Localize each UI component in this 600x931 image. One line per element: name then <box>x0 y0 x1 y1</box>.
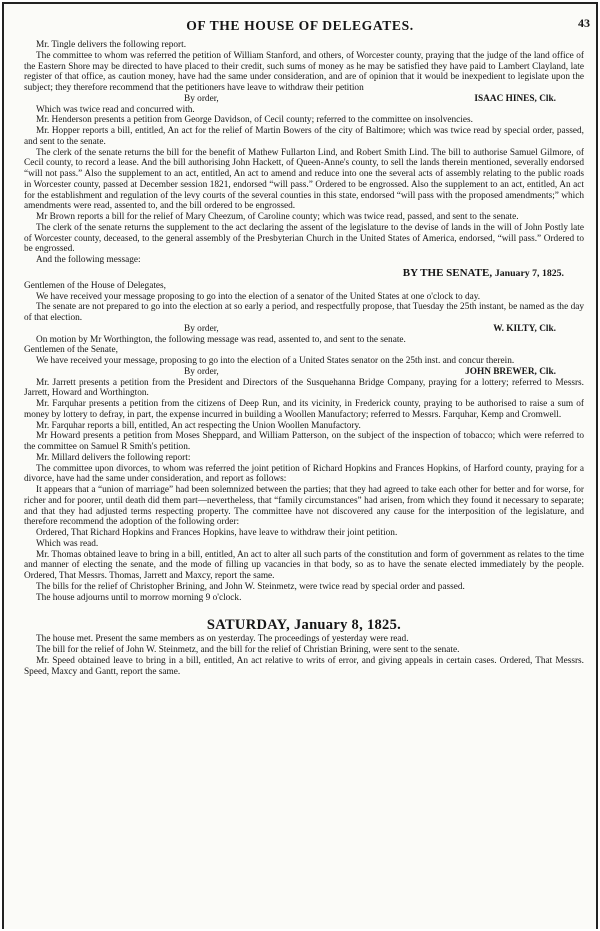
paragraph: We have received your message, proposing to go into the election of a United States senator on the 25th inst. and concur therein. <box>36 356 515 366</box>
paragraph: Mr. Farquhar presents a petition from the citizens of Deep Run, and its vicinity, in Frederick county, praying to be authorised to raise a sum of money by lottery to defray, in part, the expense incurred in building a Woollen Manufactory; referred to Messrs. Farquhar, Kemp and Cromwell. <box>24 399 584 420</box>
page-body <box>4 40 596 677</box>
paragraph: The clerk of the senate returns the bill for the benefit of Mathew Fullarton Lind, and Robert Smith Lind. The bill to authorise Samuel Gilmore, of Cecil county, to record a lease. And the bill authorising John Hackett, of Queen-Anne's county, to sell the lands therein mentioned, severally endorsed “will not pass.” Also the supplement to an act, entitled, An act to amend and reduce into one the several acts of assembly relating to the public roads in Worcester county, passed at December session 1821, endorsed “will pass.” Ordered to be engrossed. Also the supplement to an act, entitled, An act for the establishment and regulation of the levy courts of the several counties in this state, endorsed “will pass with the proposed amendments;” which amendments were read, assented to, and the bill ordered to be engrossed. <box>24 147 584 212</box>
paragraph: The house met. Present the same members as on yesterday. The proceedings of yesterday were read. <box>36 634 409 645</box>
signature-name: W. KILTY, Clk. <box>493 323 556 334</box>
paragraph: Mr. Millard delivers the following report: <box>36 452 191 463</box>
signature-name: JOHN BREWER, Clk. <box>465 366 556 377</box>
page-title: OF THE HOUSE OF DELEGATES. <box>186 18 414 33</box>
page <box>2 2 598 929</box>
paragraph: The senate are not prepared to go into the election at so early a period, and respectfully propose, that Tuesday the 25th instant, be named as the day of that election. <box>24 302 584 323</box>
paragraph: The bill for the relief of John W. Steinmetz, and the bill for the relief of Christian Brining, were sent to the senate. <box>36 645 460 655</box>
paragraph: It appears that a “union of marriage” had been solemnized between the parties; that they had agreed to take each other for better and for worse, for richer and for poorer, until death did them part—nevertheless, that “family circumstances” had arisen, from which they found it necessary to separate; and that they had adjusted terms respecting property. The committee have not discovered any cause for the interposition of the legislature, and therefore recommend the adoption of the following order: <box>24 485 584 528</box>
signature-by-order: By order, <box>184 93 219 104</box>
paragraph: Mr. Hopper reports a bill, entitled, An act for the relief of Martin Bowers of the city of Baltimore; which was twice read by special order, passed, and sent to the senate. <box>24 126 584 147</box>
senate-label: BY THE SENATE, <box>402 266 493 279</box>
paragraph: Mr. Jarrett presents a petition from the President and Directors of the Susquehanna Bridge Company, praying for a lottery; referred to Messrs. Jarrett, Howard and Worthington. <box>24 377 584 399</box>
paragraph: Mr. Farquhar reports a bill, entitled, An act respecting the Union Woollen Manufactory. <box>36 420 361 431</box>
senate-date: January 7, 1825. <box>494 267 564 279</box>
paragraph: Gentlemen of the House of Delegates, <box>24 280 166 291</box>
paragraph: Mr. Tingle delivers the following report. <box>36 40 187 50</box>
paragraph: Ordered, That Richard Hopkins and Frances Hopkins, have leave to withdraw their joint petition. <box>36 528 398 538</box>
paragraph: On motion by Mr Worthington, the following message was read, assented to, and sent to the senate. <box>36 334 406 345</box>
page-header <box>4 4 596 40</box>
paragraph: Which was read. <box>36 538 99 549</box>
paragraph: Gentlemen of the Senate, <box>24 345 118 356</box>
paragraph: We have received your message proposing to go into the election of a senator of the United States at one o'clock to day. <box>36 291 481 302</box>
day-heading: SATURDAY, January 8, 1825. <box>206 617 402 634</box>
page-number: 43 <box>578 16 590 30</box>
signature-line <box>24 324 584 335</box>
signature-by-order: By order, <box>184 323 219 334</box>
paragraph: Which was twice read and concurred with. <box>36 104 195 115</box>
signature-line <box>24 94 584 105</box>
senate-heading <box>24 266 564 281</box>
paragraph: Mr. Henderson presents a petition from George Davidson, of Cecil county; referred to the committee on insolvencies. <box>36 115 473 126</box>
paragraph: The clerk of the senate returns the supplement to the act declaring the assent of the legislature to the devise of lands in the will of John Postly late of Worcester county, deceased, to the general assembly of the Presbyterian Church in the United States of America, endorsed, “will pass.” Ordered to be engrossed. <box>24 222 584 255</box>
paragraph: The committee to whom was referred the petition of William Stanford, and others, of Worcester county, praying that the judge of the land office of the Eastern Shore may be directed to have placed to their credit, such sums of money as he may be satisfied they have paid to Lambert Clayland, late register of that office, as caution money, have had the same under consideration, and are of opinion that it would be inexpedient to legislate upon the subject; they therefore recommend that the petitioners have leave to withdraw their petition <box>24 50 584 93</box>
paragraph: And the following message: <box>36 255 141 265</box>
paragraph: Mr. Speed obtained leave to bring in a bill, entitled, An act relative to writs of error, and giving appeals in certain cases. Ordered, That Messrs. Speed, Maxcy and Gantt, report the same. <box>24 655 584 677</box>
paragraph: The committee upon divorces, to whom was referred the joint petition of Richard Hopkins and Frances Hopkins, of Harford county, praying for a divorce, have had the same under consideration, and report as follows: <box>24 463 584 485</box>
paragraph: Mr. Thomas obtained leave to bring in a bill, entitled, An act to alter all such parts of the constitution and form of government as relates to the time and manner of electing the senate, and the mode of filling up vacancies in that body, so as to have the senate elected immediately by the people. Ordered, That Messrs. Thomas, Jarrett and Maxcy, report the same. <box>24 549 584 581</box>
paragraph: Mr Howard presents a petition from Moses Sheppard, and William Patterson, on the subject of the inspection of tobacco; which were referred to the committee on Samuel R Smith's petition. <box>24 431 584 452</box>
signature-by-order: By order, <box>184 366 219 377</box>
signature-line <box>24 367 584 378</box>
paragraph: The house adjourns until to morrow morning 9 o'clock. <box>36 592 242 603</box>
paragraph: The bills for the relief of Christopher Brining, and John W. Steinmetz, were twice read by special order and passed. <box>36 581 465 592</box>
signature-name: ISAAC HINES, Clk. <box>474 93 556 104</box>
paragraph: Mr Brown reports a bill for the relief of Mary Cheezum, of Caroline county; which was twice read, passed, and sent to the senate. <box>36 212 519 222</box>
